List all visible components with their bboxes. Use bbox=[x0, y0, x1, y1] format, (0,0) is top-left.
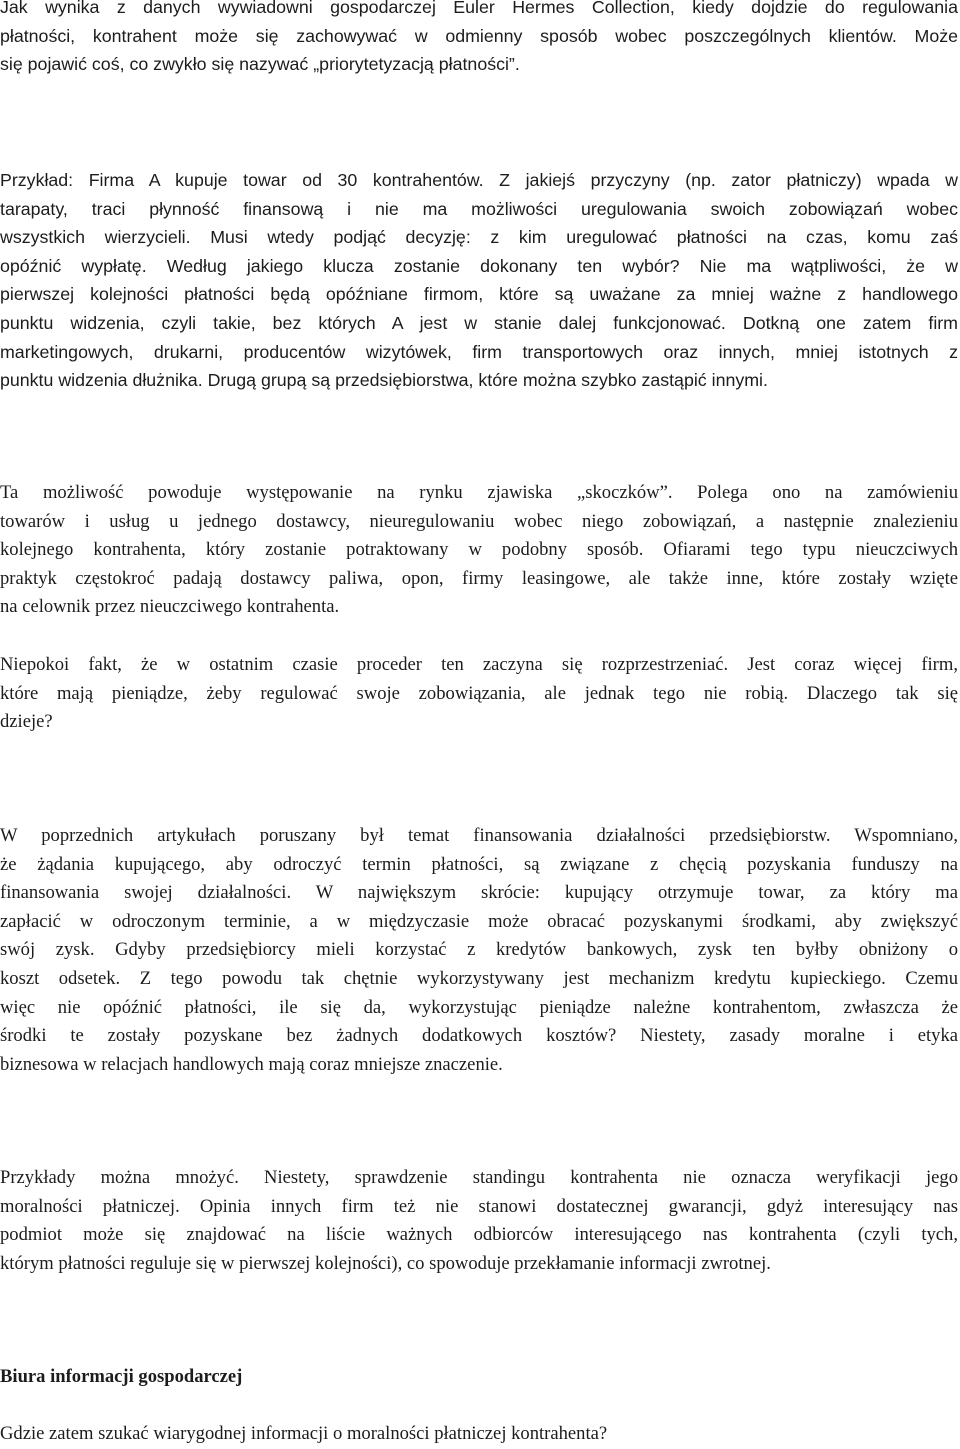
text-line: koszt odsetek. Z tego powodu tak chętnie wykorzystywany jest mechanizm kredytu kupieckiego. Czemu bbox=[0, 967, 958, 989]
text-line: środki te zostały pozyskane bez żadnych dodatkowych kosztów? Niestety, zasady moralne i etyka bbox=[0, 1025, 958, 1047]
paragraph-5 bbox=[0, 822, 958, 1079]
text-line: moralności płatniczej. Opinia innych firm też nie stanowi dostatecznej gwarancji, gdyż interesujący nas bbox=[0, 1195, 958, 1217]
text-line: W poprzednich artykułach poruszany był temat finansowania działalności przedsiębiorstw. Wspomniano, bbox=[0, 825, 958, 846]
text-line: opóźnić wypłatę. Według jakiego klucza zostanie dokonany ten wybór? Nie ma wątpliwości, że w bbox=[0, 255, 958, 276]
text-line: na celownik przez nieuczciwego kontrahenta. bbox=[0, 596, 340, 618]
text-line: Jak wynika z danych wywiadowni gospodarczej Euler Hermes Collection, kiedy dojdzie do regulowania bbox=[0, 0, 958, 17]
text-line: praktyk częstokroć padają dostawcy paliwa, opon, firmy leasingowe, ale także inne, które zostały wzięte bbox=[0, 567, 958, 589]
text-line: się pojawić coś, co zwykło się nazywać „priorytetyzacją płatności”. bbox=[0, 54, 520, 75]
text-line: marketingowych, drukarni, producentów wizytówek, firm transportowych oraz innych, mniej istotnych z bbox=[0, 341, 958, 362]
text-line: Przykłady można mnożyć. Niestety, sprawdzenie standingu kontrahenta nie oznacza weryfikacji jego bbox=[0, 1167, 958, 1188]
paragraph-1 bbox=[0, 0, 958, 79]
text-line: podmiot może się znajdować na liście ważnych odbiorców interesującego nas kontrahenta (czyli tych, bbox=[0, 1224, 958, 1246]
text-line: dzieje? bbox=[0, 711, 53, 733]
text-line: płatności, kontrahent może się zachowywać w odmienny sposób wobec poszczególnych klientów. Może bbox=[0, 25, 958, 46]
paragraph-6 bbox=[0, 1164, 958, 1278]
text-line: swój zysk. Gdyby przedsiębiorcy mieli korzystać z kredytów bankowych, zysk ten byłby obniżony o bbox=[0, 939, 958, 961]
text-line: punktu widzenia dłużnika. Drugą grupą są przedsiębiorstwa, które można szybko zastąpić innymi. bbox=[0, 370, 768, 391]
text-line: Ta możliwość powoduje występowanie na rynku zjawiska „skoczków”. Polega ono na zamówieniu bbox=[0, 482, 958, 503]
text-line: Niepokoi fakt, że w ostatnim czasie proceder ten zaczyna się rozprzestrzeniać. Jest coraz więcej firm, bbox=[0, 654, 958, 675]
text-line: wszystkich wierzycieli. Musi wtedy podjąć decyzję: z kim uregulować płatności na czas, komu zaś bbox=[0, 227, 958, 248]
section-heading: Biura informacji gospodarczej bbox=[0, 1366, 243, 1387]
text-line: Przykład: Firma A kupuje towar od 30 kontrahentów. Z jakiejś przyczyny (np. zator płatniczy) wpada w bbox=[0, 170, 958, 190]
text-line: tarapaty, traci płynność finansową i nie ma możliwości uregulowania swoich zobowiązań wobec bbox=[0, 198, 958, 219]
text-line: kolejnego kontrahenta, który zostanie potraktowany w podobny sposób. Ofiarami tego typu nieuczciwych bbox=[0, 539, 958, 561]
closing-question: Gdzie zatem szukać wiarygodnej informacji o moralności płatniczej kontrahenta? bbox=[0, 1423, 608, 1444]
text-line: towarów i usług u jednego dostawcy, nieuregulowaniu wobec niego zobowiązań, a następnie znalezieniu bbox=[0, 510, 958, 532]
text-line: więc nie opóźnić płatności, ile się da, wykorzystując pieniądze należne kontrahentom, zwłaszcza że bbox=[0, 996, 958, 1018]
text-line: finansowania swojej działalności. W największym skrócie: kupujący otrzymuje towar, za który ma bbox=[0, 882, 958, 904]
text-line: punktu widzenia, czyli takie, bez których A jest w stanie dalej funkcjonować. Dotkną one zatem firm bbox=[0, 312, 958, 333]
text-line: biznesowa w relacjach handlowych mają coraz mniejsze znaczenie. bbox=[0, 1053, 503, 1075]
paragraph-3 bbox=[0, 479, 958, 622]
paragraph-2 bbox=[0, 166, 958, 395]
text-line: zapłacić w odroczonym terminie, a w międzyczasie może obracać pozyskanymi środkami, aby zwiększyć bbox=[0, 910, 958, 932]
text-line: które mają pieniądze, żeby regulować swoje zobowiązania, ale jednak tego nie robią. Dlaczego tak się bbox=[0, 682, 958, 704]
paragraph-4 bbox=[0, 651, 958, 737]
text-line: pierwszej kolejności płatności będą opóźniane firmom, które są uważane za mniej ważne z handlowego bbox=[0, 284, 958, 305]
text-line: którym płatności reguluje się w pierwszej kolejności), co spowoduje przekłamanie informacji zwrotnej. bbox=[0, 1252, 771, 1274]
text-line: że żądania kupującego, aby odroczyć termin płatności, są związane z chęcią pozyskania funduszy na bbox=[0, 853, 958, 875]
